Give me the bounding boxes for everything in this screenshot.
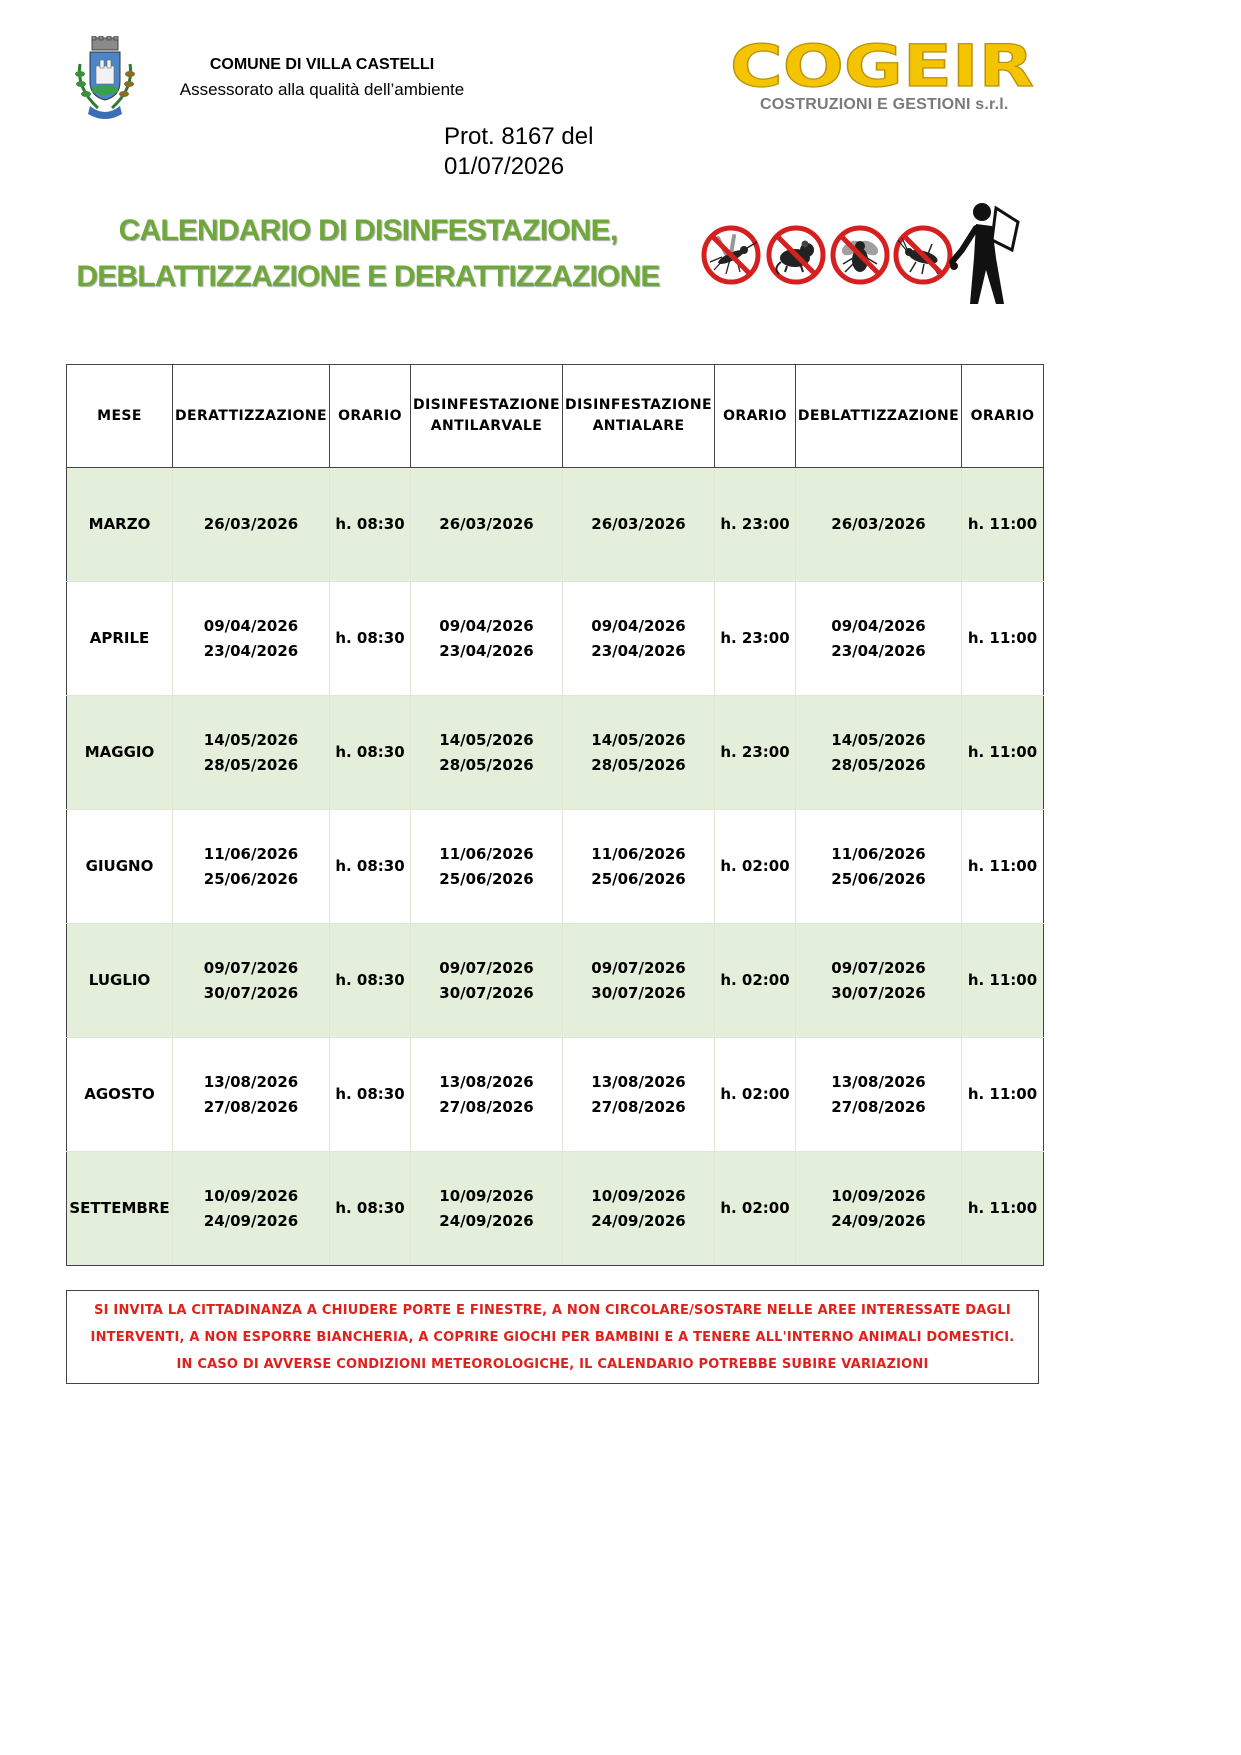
table-row <box>67 696 1044 810</box>
column-header <box>715 365 796 468</box>
derattizzazione-cell <box>173 810 330 924</box>
deblattizzazione-cell <box>796 924 962 1038</box>
date-value: 30/07/2026 <box>439 983 534 1002</box>
schedule-table <box>66 364 1044 1266</box>
column-header-label: ANTILARVALE <box>430 418 543 434</box>
orario-cell: h. 11:00 <box>962 924 1044 1038</box>
date-value: 24/09/2026 <box>203 1211 299 1230</box>
orario-cell: h. 02:00 <box>715 810 796 924</box>
antilarvale-cell <box>411 924 563 1038</box>
month-cell: GIUGNO <box>67 810 173 924</box>
notice-line-1: SI INVITA LA CITTADINANZA A CHIUDERE PORTE E FINESTRE, A NON CIRCOLARE/SOSTARE NELLE AREE INTERESSATE DAGLI <box>94 1303 1011 1318</box>
date-value: 27/08/2026 <box>203 1097 299 1116</box>
orario-cell: h. 08:30 <box>330 810 411 924</box>
date-value: 24/09/2026 <box>831 1211 926 1230</box>
date-value: 09/04/2026 <box>439 616 534 635</box>
column-header-label: ORARIO <box>338 407 402 424</box>
column-header <box>330 365 411 468</box>
date-value: 09/07/2026 <box>831 958 926 977</box>
date-value: 09/04/2026 <box>203 616 299 635</box>
date-value: 14/05/2026 <box>591 730 686 749</box>
date-value: 28/05/2026 <box>203 755 299 774</box>
date-value: 28/05/2026 <box>831 755 926 774</box>
date-value: 30/07/2026 <box>203 983 299 1002</box>
column-header-label: MESE <box>97 407 142 424</box>
antialare-cell <box>563 696 715 810</box>
orario-cell: h. 23:00 <box>715 582 796 696</box>
orario-cell: h. 02:00 <box>715 1038 796 1152</box>
protocol-number <box>444 122 704 182</box>
date-value: 23/04/2026 <box>439 641 534 660</box>
derattizzazione-cell <box>173 696 330 810</box>
title-line-2: DEBLATTIZZAZIONE E DERATTIZZAZIONE <box>76 260 660 293</box>
column-header-label: ORARIO <box>723 407 787 424</box>
antialare-cell <box>563 1152 715 1266</box>
date-value: 23/04/2026 <box>203 641 299 660</box>
notice-line-3: IN CASO DI AVVERSE CONDIZIONI METEOROLOGICHE, IL CALENDARIO POTREBBE SUBIRE VARIAZIONI <box>176 1357 929 1372</box>
date-value: 25/06/2026 <box>591 869 686 888</box>
antialare-cell <box>563 810 715 924</box>
date-value: 09/04/2026 <box>591 616 686 635</box>
column-header-label: DISINFESTAZIONE <box>413 397 560 413</box>
date-value: 11/06/2026 <box>439 844 534 863</box>
sprayer-worker-icon <box>948 200 1036 308</box>
table-row <box>67 1038 1044 1152</box>
table-row <box>67 810 1044 924</box>
date-value: 09/04/2026 <box>831 616 926 635</box>
date-value: 13/08/2026 <box>591 1072 686 1091</box>
table-row <box>67 924 1044 1038</box>
protocol-date: 01/07/2026 <box>444 153 565 180</box>
date-value: 23/04/2026 <box>831 641 926 660</box>
logo-word: COGEIR <box>730 38 1034 94</box>
orario-cell: h. 02:00 <box>715 1152 796 1266</box>
date-value: 24/09/2026 <box>591 1211 686 1230</box>
orario-cell: h. 08:30 <box>330 924 411 1038</box>
date-value: 11/06/2026 <box>591 844 686 863</box>
orario-cell: h. 11:00 <box>962 468 1044 582</box>
column-header-label: ORARIO <box>970 407 1035 424</box>
date-value: 27/08/2026 <box>439 1097 534 1116</box>
orario-cell: h. 11:00 <box>962 1152 1044 1266</box>
orario-cell: h. 11:00 <box>962 696 1044 810</box>
date-value: 10/09/2026 <box>203 1186 299 1205</box>
date-value: 09/07/2026 <box>591 958 686 977</box>
month-cell: AGOSTO <box>67 1038 173 1152</box>
deblattizzazione-cell <box>796 1038 962 1152</box>
column-header-label: ANTIALARE <box>592 418 685 434</box>
date-value: 13/08/2026 <box>831 1072 926 1091</box>
derattizzazione-cell <box>173 1152 330 1266</box>
orario-cell: h. 23:00 <box>715 468 796 582</box>
column-header <box>67 365 173 468</box>
date-value: 11/06/2026 <box>203 844 299 863</box>
notice-line-2: INTERVENTI, A NON ESPORRE BIANCHERIA, A COPRIRE GIOCHI PER BAMBINI E A TENERE ALL'INTERNO ANIMALI DOMESTICI. <box>90 1330 1015 1345</box>
orario-cell: h. 23:00 <box>715 696 796 810</box>
deblattizzazione-cell <box>796 1152 962 1266</box>
date-value: 25/06/2026 <box>439 869 534 888</box>
orario-cell: h. 08:30 <box>330 468 411 582</box>
deblattizzazione-cell <box>796 810 962 924</box>
month-cell: APRILE <box>67 582 173 696</box>
date-value: 09/07/2026 <box>203 958 299 977</box>
antilarvale-cell <box>411 468 563 582</box>
date-value: 13/08/2026 <box>203 1072 299 1091</box>
table-header-row <box>67 365 1044 468</box>
logo-tagline: COSTRUZIONI E GESTIONI s.r.l. <box>760 96 1009 113</box>
antialare-cell <box>563 924 715 1038</box>
date-value: 10/09/2026 <box>439 1186 534 1205</box>
column-header-label: DEBLATTIZZAZIONE <box>797 407 960 424</box>
column-header <box>796 365 962 468</box>
deblattizzazione-cell <box>796 696 962 810</box>
month-cell: MAGGIO <box>67 696 173 810</box>
antilarvale-cell <box>411 810 563 924</box>
date-value: 09/07/2026 <box>439 958 534 977</box>
deblattizzazione-cell <box>796 468 962 582</box>
date-value: 11/06/2026 <box>831 844 926 863</box>
no-fly-icon <box>829 224 891 286</box>
date-value: 26/03/2026 <box>203 515 299 533</box>
orario-cell: h. 08:30 <box>330 1152 411 1266</box>
orario-cell: h. 11:00 <box>962 810 1044 924</box>
crest-icon <box>72 36 138 122</box>
derattizzazione-cell <box>173 582 330 696</box>
month-cell: LUGLIO <box>67 924 173 1038</box>
date-value: 26/03/2026 <box>439 515 534 533</box>
date-value: 14/05/2026 <box>439 730 534 749</box>
cogeir-logo <box>727 38 1037 94</box>
table-row <box>67 468 1044 582</box>
month-cell: SETTEMBRE <box>67 1152 173 1266</box>
antialare-cell <box>563 1038 715 1152</box>
date-value: 28/05/2026 <box>591 755 686 774</box>
orario-cell: h. 08:30 <box>330 582 411 696</box>
no-cockroach-icon <box>892 224 954 286</box>
column-header <box>563 365 715 468</box>
antilarvale-cell <box>411 1152 563 1266</box>
date-value: 10/09/2026 <box>831 1186 926 1205</box>
date-value: 30/07/2026 <box>591 983 686 1002</box>
table-body <box>67 468 1044 1266</box>
date-value: 25/06/2026 <box>203 869 299 888</box>
orario-cell: h. 08:30 <box>330 1038 411 1152</box>
antilarvale-cell <box>411 696 563 810</box>
no-mosquito-icon <box>700 224 762 286</box>
deblattizzazione-cell <box>796 582 962 696</box>
antilarvale-cell <box>411 582 563 696</box>
date-value: 28/05/2026 <box>439 755 534 774</box>
date-value: 27/08/2026 <box>831 1097 926 1116</box>
comune-subtitle: Assessorato alla qualità dell’ambiente <box>179 80 465 99</box>
date-value: 27/08/2026 <box>591 1097 686 1116</box>
title-line-1: CALENDARIO DI DISINFESTAZIONE, <box>118 214 618 247</box>
derattizzazione-cell <box>173 1038 330 1152</box>
no-rat-icon <box>765 224 827 286</box>
derattizzazione-cell <box>173 924 330 1038</box>
protocol-line: Prot. 8167 del <box>444 123 594 150</box>
date-value: 13/08/2026 <box>439 1072 534 1091</box>
column-header <box>411 365 563 468</box>
month-cell: MARZO <box>67 468 173 582</box>
orario-cell: h. 11:00 <box>962 1038 1044 1152</box>
date-value: 26/03/2026 <box>591 515 686 533</box>
column-header-label: DISINFESTAZIONE <box>565 397 712 413</box>
table-row <box>67 1152 1044 1266</box>
comune-name: COMUNE DI VILLA CASTELLI <box>209 56 435 73</box>
orario-cell: h. 02:00 <box>715 924 796 1038</box>
notice-box <box>66 1290 1039 1384</box>
date-value: 10/09/2026 <box>591 1186 686 1205</box>
orario-cell: h. 08:30 <box>330 696 411 810</box>
date-value: 14/05/2026 <box>203 730 299 749</box>
table-row <box>67 582 1044 696</box>
date-value: 23/04/2026 <box>591 641 686 660</box>
column-header-label: DERATTIZZAZIONE <box>174 407 328 424</box>
antialare-cell <box>563 582 715 696</box>
date-value: 30/07/2026 <box>831 983 926 1002</box>
antilarvale-cell <box>411 1038 563 1152</box>
antialare-cell <box>563 468 715 582</box>
date-value: 24/09/2026 <box>439 1211 534 1230</box>
date-value: 25/06/2026 <box>831 869 926 888</box>
page-title <box>62 208 674 300</box>
column-header <box>962 365 1044 468</box>
derattizzazione-cell <box>173 468 330 582</box>
orario-cell: h. 11:00 <box>962 582 1044 696</box>
column-header <box>173 365 330 468</box>
date-value: 26/03/2026 <box>831 515 926 533</box>
date-value: 14/05/2026 <box>831 730 926 749</box>
